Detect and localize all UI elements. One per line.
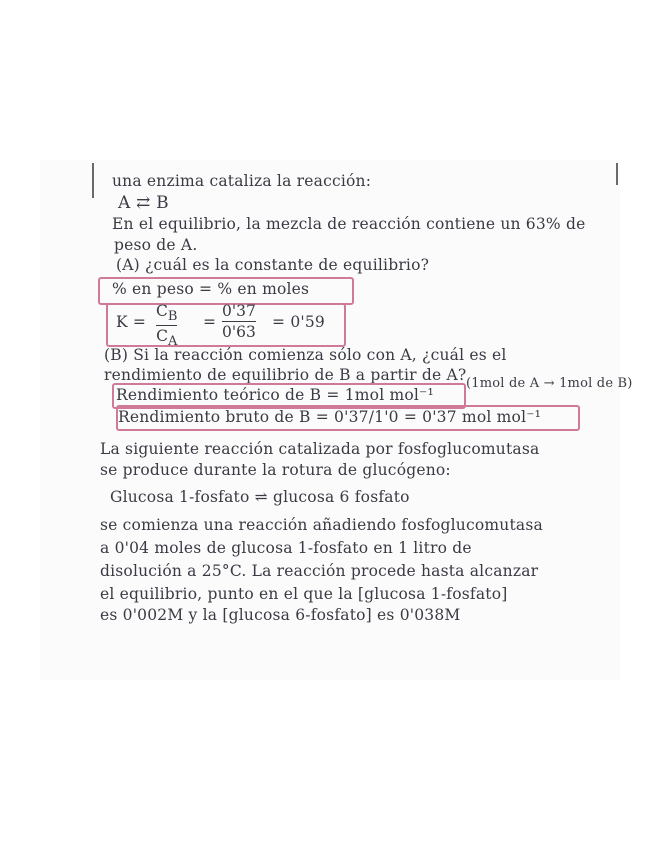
k-equals: = bbox=[203, 313, 217, 331]
k-fraction-numeric bbox=[222, 302, 256, 341]
k-denominator-value: 0'63 bbox=[222, 323, 256, 341]
text-line-12: La siguiente reacción catalizada por fosfoglucomutasa bbox=[100, 440, 540, 458]
theoretical-yield-note: (1mol de A → 1mol de B) bbox=[466, 376, 633, 391]
raw-yield: Rendimiento bruto de B = 0'37/1'0 = 0'37 mol mol⁻¹ bbox=[118, 408, 542, 426]
sheet-edge-right bbox=[616, 163, 618, 185]
text-line-4: peso de A. bbox=[114, 236, 198, 254]
text-line-16: a 0'04 moles de glucosa 1-fosfato en 1 litro de bbox=[100, 539, 472, 557]
question-b: (B) Si la reacción comienza sólo con A, ¿cuál es el bbox=[104, 346, 507, 364]
weight-mole-note: % en peso = % en moles bbox=[112, 280, 310, 298]
text-line-9: rendimiento de equilibrio de B a partir de A? bbox=[104, 366, 467, 384]
text-line-15: se comienza una reacción añadiendo fosfoglucomutasa bbox=[100, 516, 543, 534]
theoretical-yield: Rendimiento teórico de B = 1mol mol⁻¹ bbox=[116, 386, 434, 404]
k-fraction-symbolic bbox=[156, 302, 177, 349]
sheet-edge-left bbox=[92, 163, 94, 198]
reaction-glucose: Glucosa 1-fosfato ⇌ glucosa 6 fosfato bbox=[110, 488, 410, 506]
text-line-1: una enzima cataliza la reacción: bbox=[112, 172, 372, 190]
reaction-a-b: A ⇄ B bbox=[118, 193, 169, 213]
text-line-13: se produce durante la rotura de glucógeno: bbox=[100, 461, 451, 479]
text-line-17: disolución a 25°C. La reacción procede hasta alcanzar bbox=[100, 562, 539, 580]
text-line-19: es 0'002M y la [glucosa 6-fosfato] es 0'038M bbox=[100, 606, 461, 624]
fraction-bar bbox=[222, 321, 256, 322]
k-denominator: $C_A$ bbox=[156, 327, 178, 350]
k-result: = 0'59 bbox=[272, 313, 325, 331]
text-line-3: En el equilibrio, la mezcla de reacción contiene un 63% de bbox=[112, 215, 586, 233]
k-numerator-value: 0'37 bbox=[222, 302, 256, 320]
k-lhs: K = bbox=[116, 313, 147, 331]
question-a: (A) ¿cuál es la constante de equilibrio? bbox=[116, 256, 430, 274]
fraction-bar bbox=[156, 325, 177, 326]
text-line-18: el equilibrio, punto en el que la [glucosa 1-fosfato] bbox=[100, 585, 508, 603]
k-numerator: $C_B$ bbox=[156, 302, 178, 325]
